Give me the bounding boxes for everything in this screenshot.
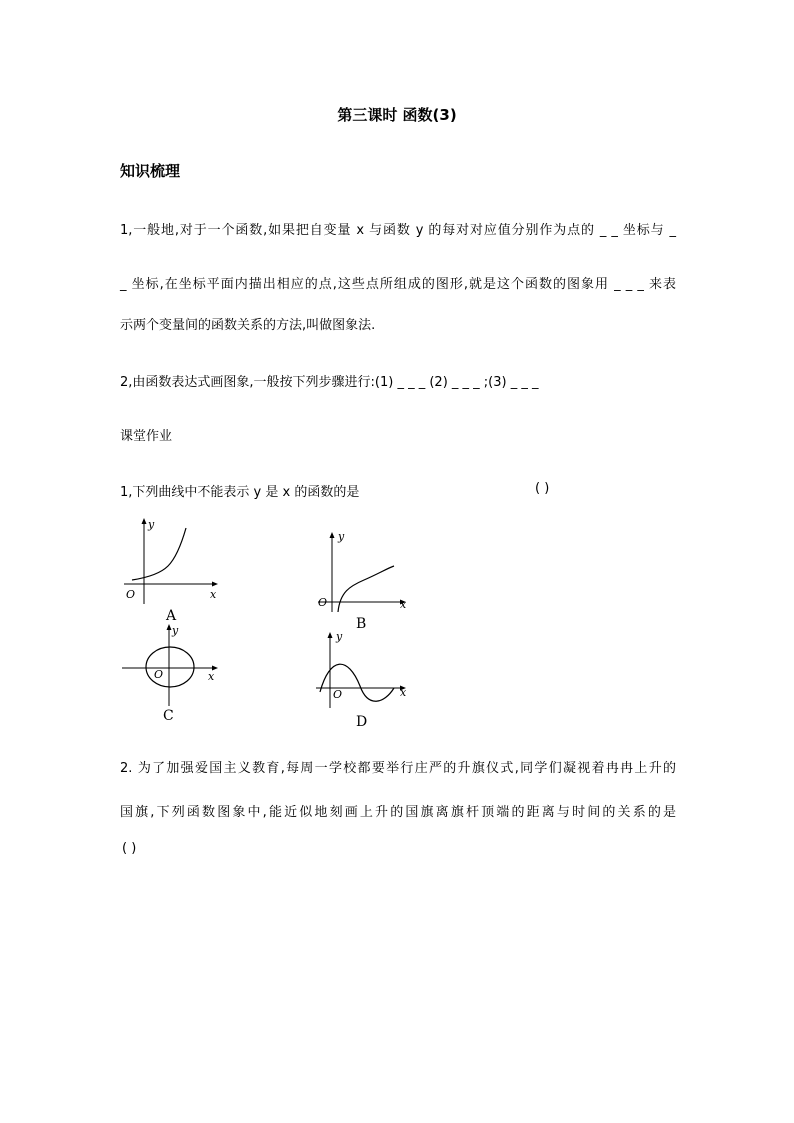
question-2-line-2: 国旗,下列函数图象中,能近似地刻画上升的国旗离旗杆顶端的距离与时间的关系的是 [120, 805, 676, 820]
graph-a-curve [132, 528, 186, 580]
graph-d-x-label: x [400, 686, 407, 699]
graph-c-circle [146, 647, 194, 687]
question-2-line-1: 2. 为了加强爱国主义教育,每周一学校都要举行庄严的升旗仪式,同学们凝视着冉冉上升的 [120, 761, 676, 776]
section-heading-classwork: 课堂作业 [120, 429, 173, 444]
knowledge-item-1-line-2: _ 坐标,在坐标平面内描出相应的点,这些点所组成的图形,就是这个函数的图象用 _ _ _ 来表 [120, 277, 676, 292]
knowledge-item-1-line-1: 1,一般地,对于一个函数,如果把自变量 x 与函数 y 的每对对应值分别作为点的 _ _ 坐标与 _ [120, 223, 676, 238]
graph-a-x-label: x [210, 588, 217, 601]
graph-b-origin-label: O [318, 596, 328, 609]
page-title: 第三课时 函数(3) [337, 106, 457, 124]
graph-b [312, 528, 422, 632]
question-2-answer-bracket: ( ) [122, 841, 137, 856]
graph-d-origin-label: O [333, 688, 343, 701]
graph-b-x-label: x [400, 598, 407, 611]
question-1-answer-bracket: ( ) [535, 481, 550, 496]
section-heading-knowledge: 知识梳理 [120, 162, 181, 180]
graph-c-origin-label: O [154, 668, 164, 681]
graph-c [118, 618, 228, 726]
graph-d-y-label: y [336, 630, 343, 643]
graph-d [312, 628, 422, 732]
graph-c-x-label: x [208, 670, 215, 683]
graph-b-curve [338, 566, 394, 612]
graph-b-y-label: y [338, 530, 345, 543]
graph-d-curve [320, 664, 394, 701]
knowledge-item-2: 2,由函数表达式画图象,一般按下列步骤进行:(1) _ _ _ (2) _ _ _ ;(3) _ _ _ [120, 375, 539, 390]
graph-a-y-label: y [148, 518, 155, 531]
graph-b-caption: B [356, 616, 367, 632]
graph-c-y-label: y [172, 624, 179, 637]
knowledge-item-1-line-3: 示两个变量间的函数关系的方法,叫做图象法. [120, 318, 376, 333]
graph-a-origin-label: O [126, 588, 136, 601]
graph-d-caption: D [356, 714, 368, 730]
graph-a [118, 514, 228, 626]
question-1-text: 1,下列曲线中不能表示 y 是 x 的函数的是 [120, 485, 360, 500]
graph-c-caption: C [163, 708, 174, 724]
graph-a-caption: A [166, 608, 177, 624]
